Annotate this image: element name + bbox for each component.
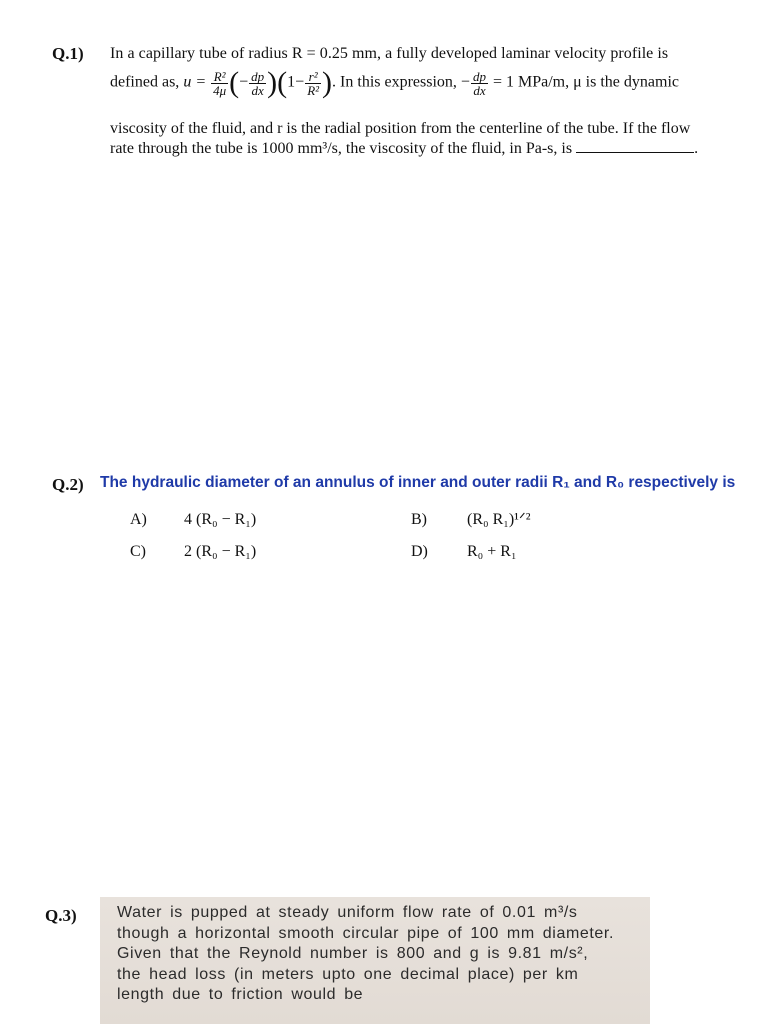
option-d-value[interactable]: R₀ + R₁ (467, 543, 517, 560)
option-c-value[interactable]: 2 (R₀ − R₁) (184, 543, 257, 560)
question-1-line-4: rate through the tube is 1000 mm³/s, the viscosity of the fluid, in Pa-s, is . (110, 140, 699, 157)
fraction-numerator: dp (251, 68, 265, 84)
question-1-line-1: In a capillary tube of radius R = 0.25 mm, a fully developed laminar velocity profile is (110, 45, 669, 62)
question-1-line-2 (110, 68, 679, 98)
question-2-text: The hydraulic diameter of an annulus of inner and outer radii R₁ and R₀ respectively is (100, 474, 736, 491)
one-minus: 1− (287, 73, 305, 91)
velocity-equation-lhs: u = (183, 73, 207, 91)
fraction-numerator: R² (211, 70, 228, 84)
close-paren: ) (267, 66, 278, 99)
minus-sign: − (239, 73, 249, 91)
question-3-scanned-image (100, 897, 650, 1024)
option-b-key[interactable]: B) (411, 511, 427, 528)
fraction-numerator: dp (472, 68, 486, 84)
open-paren: ( (229, 66, 240, 99)
question-1-line-2-prefix: defined as, (110, 73, 180, 91)
answer-blank[interactable] (576, 140, 694, 153)
fraction-denominator: 4μ (213, 82, 227, 98)
fraction-denominator: dx (473, 82, 486, 98)
fraction-numerator: r² (305, 70, 321, 84)
question-2-number: Q.2) (52, 475, 84, 494)
question-3-text: Water is pupped at steady uniform flow rate of 0.01 m³/s though a horizontal smooth circular pipe of 100 mm diameter. Given that the Reynold number is 800 and g is 9.81 m/s², the head loss (in meters upto one decimal place) per km length due to friction would be (117, 904, 615, 1003)
fraction-r-squared-over-4mu (211, 70, 228, 97)
option-d-key[interactable]: D) (411, 543, 428, 560)
fraction-dp-dx (249, 70, 266, 97)
fraction-denominator: dx (251, 82, 264, 98)
fraction-denominator: R² (307, 82, 320, 98)
option-c-key[interactable]: C) (130, 543, 146, 560)
open-paren: ( (277, 66, 288, 99)
fraction-r2-over-R2 (305, 70, 321, 97)
option-a-key[interactable]: A) (130, 511, 147, 528)
question-1-line-2-middle: . In this expression, − (332, 73, 470, 91)
fraction-dp-dx-2 (471, 70, 488, 97)
close-paren: ) (322, 66, 333, 99)
option-a-value[interactable]: 4 (R₀ − R₁) (184, 511, 257, 528)
question-1-line-3: viscosity of the fluid, and r is the radial position from the centerline of the tube. If the flow (110, 120, 691, 137)
question-1-line-4-text: rate through the tube is 1000 mm³/s, the viscosity of the fluid, in Pa-s, is (110, 140, 573, 157)
option-b-value[interactable]: (R₀ R₁)¹ᐟ² (467, 511, 531, 528)
question-1-line-2-suffix: = 1 MPa/m, μ is the dynamic (492, 73, 679, 91)
question-3-number: Q.3) (45, 906, 77, 925)
question-1-number: Q.1) (52, 44, 84, 63)
